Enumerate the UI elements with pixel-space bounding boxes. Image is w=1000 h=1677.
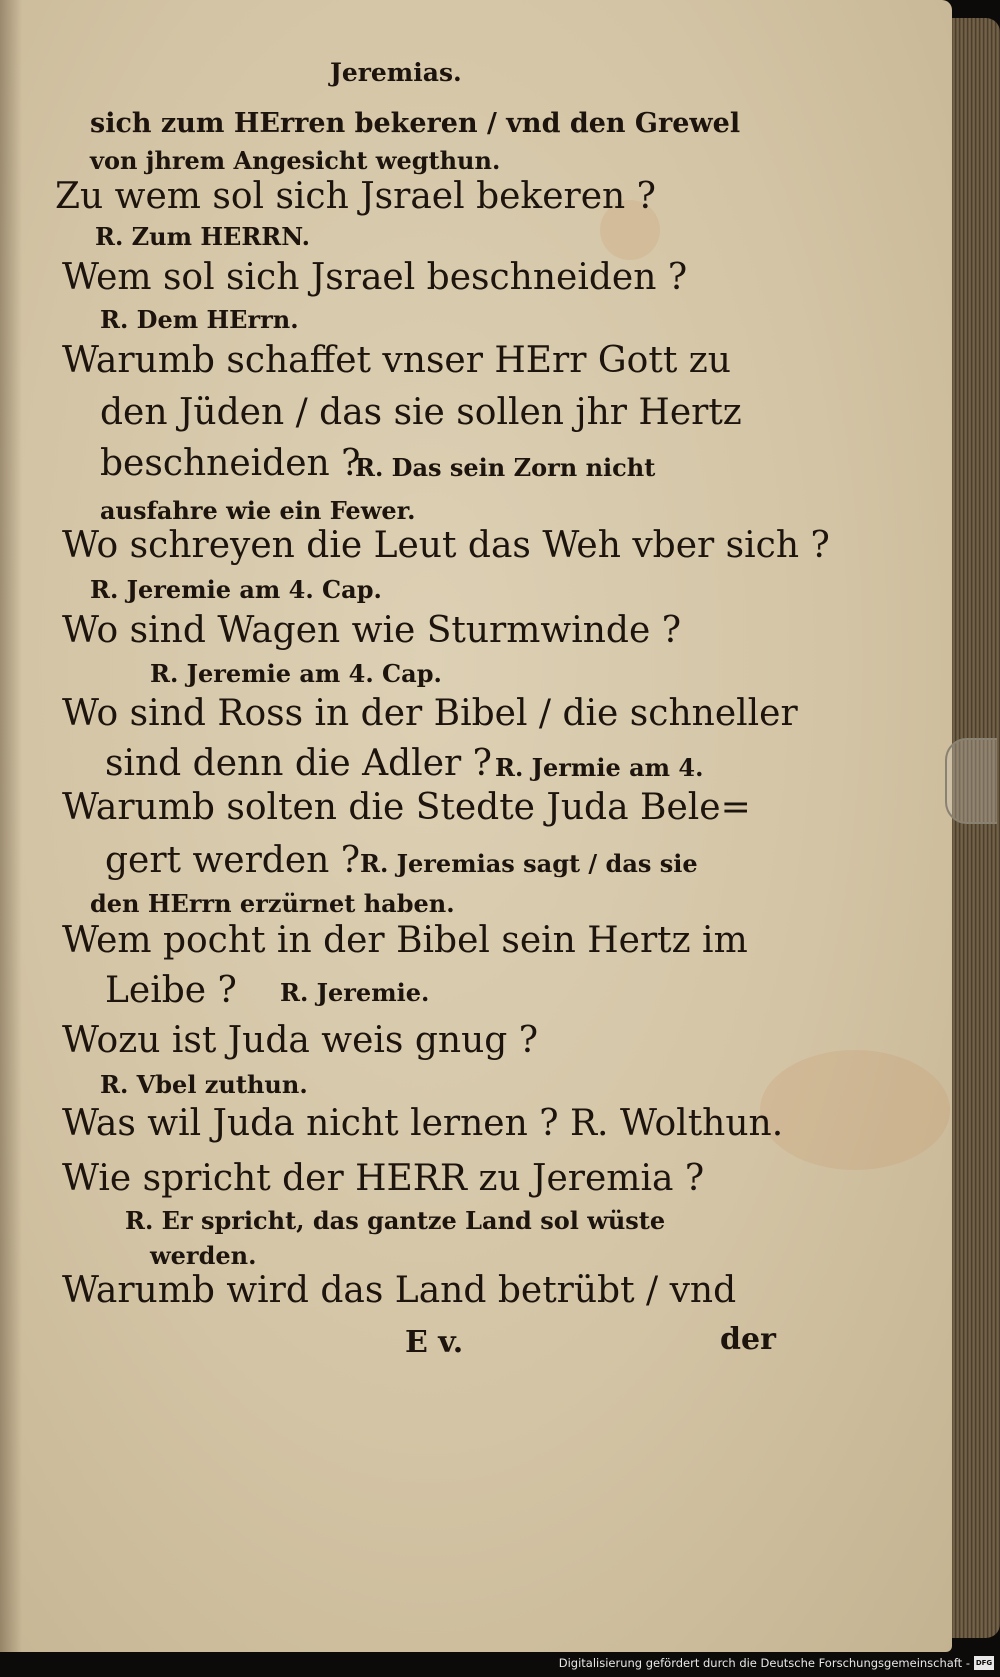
answer-line: R. Jeremie am 4. Cap. (90, 575, 382, 604)
footer-credit: Digitalisierung gefördert durch die Deutsche Forschungsgemeinschaft - (558, 1656, 970, 1670)
answer-line: R. Jermie am 4. (495, 753, 704, 782)
paper-stain (760, 1050, 950, 1170)
answer-line: R. Jeremias sagt / das sie (360, 849, 698, 878)
answer-line: R. Zum HERRN. (95, 222, 310, 251)
answer-line: R. Er spricht, das gantze Land sol wüste (125, 1206, 666, 1235)
question-line: Was wil Juda nicht lernen ? R. Wolthun. (62, 1103, 784, 1144)
catchword: der (720, 1322, 776, 1357)
signature-mark: E v. (405, 1325, 464, 1360)
question-line: Wo sind Wagen wie Sturmwinde ? (62, 610, 681, 651)
answer-line: ausfahre wie ein Fewer. (100, 496, 416, 525)
question-line: Warumb wird das Land betrübt / vnd (62, 1270, 737, 1311)
running-head: Jeremias. (330, 58, 462, 87)
question-line: Wozu ist Juda weis gnug ? (62, 1020, 539, 1061)
question-line: beschneiden ? (100, 443, 361, 484)
answer-line: R. Vbel zuthun. (100, 1070, 308, 1099)
question-line: Wo schreyen die Leut das Weh vber sich ? (62, 525, 830, 566)
question-line: Warumb schaffet vnser HErr Gott zu (62, 340, 731, 381)
question-line: Wo sind Ross in der Bibel / die schneller (62, 693, 798, 734)
answer-line: werden. (150, 1241, 257, 1270)
dfg-logo-icon: DFG (974, 1656, 994, 1670)
answer-line: R. Das sein Zorn nicht (355, 453, 656, 482)
answer-line: den HErrn erzürnet haben. (90, 889, 455, 918)
answer-line: R. Jeremie am 4. Cap. (150, 659, 442, 688)
question-line: Warumb solten die Stedte Juda Bele= (62, 787, 751, 828)
question-line: Zu wem sol sich Jsrael bekeren ? (55, 176, 656, 217)
answer-line: R. Jeremie. (280, 978, 430, 1007)
question-line: Wie spricht der HERR zu Jeremia ? (62, 1158, 705, 1199)
book-edge (952, 18, 1000, 1638)
answer-line: R. Dem HErrn. (100, 305, 299, 334)
text-line: sich zum HErren bekeren / vnd den Grewel (90, 108, 741, 139)
page-clip (945, 738, 997, 824)
question-line: Wem pocht in der Bibel sein Hertz im (62, 920, 748, 961)
gutter-shadow (0, 0, 22, 1652)
question-line: den Jüden / das sie sollen jhr Hertz (100, 392, 742, 433)
question-line: gert werden ? (105, 840, 361, 881)
question-line: Wem sol sich Jsrael beschneiden ? (62, 257, 688, 298)
question-line: sind denn die Adler ? (105, 743, 492, 784)
question-line: Leibe ? (105, 970, 237, 1011)
text-line: von jhrem Angesicht wegthun. (90, 146, 501, 175)
